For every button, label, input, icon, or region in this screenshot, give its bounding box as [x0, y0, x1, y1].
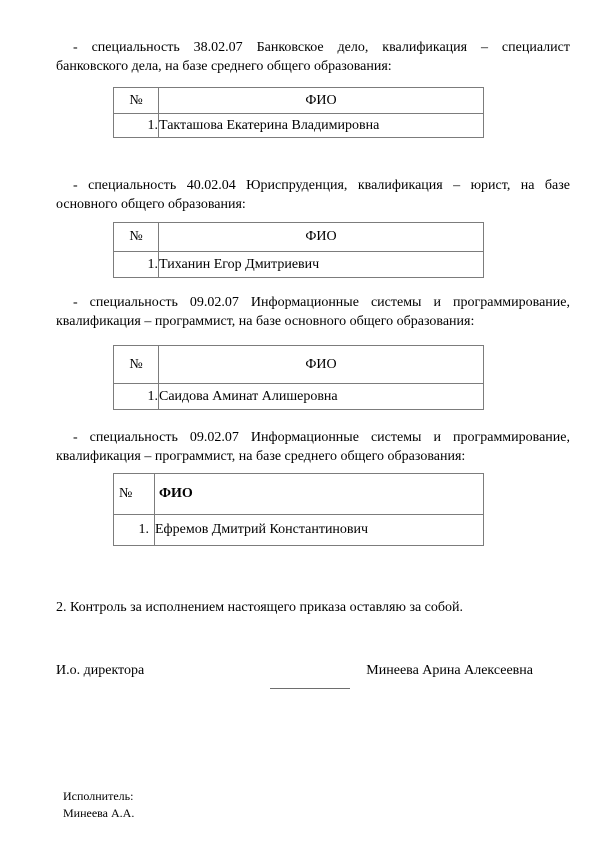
table-row: [114, 252, 484, 278]
roster-table-it-osnovnoe: [113, 345, 484, 410]
row-fio-cell: Ефремов Дмитрий Константинович: [155, 515, 484, 546]
column-header-num: №: [114, 223, 159, 252]
executor-block: [63, 788, 570, 822]
specialty-paragraph-it-srednee: [56, 428, 570, 466]
row-number-cell: 1.: [114, 515, 155, 546]
paragraph-line: основного общего образования:: [56, 197, 246, 212]
paragraph-line: квалификация – программист, на базе основного общего образования:: [56, 314, 475, 329]
row-fio-cell: Такташова Екатерина Владимировна: [159, 114, 484, 138]
paragraph-line: банковского дела, на базе среднего общего образования:: [56, 59, 392, 74]
executor-label: Исполнитель:: [63, 789, 134, 803]
row-number-cell: 1.: [114, 252, 159, 278]
signature-row: [56, 661, 570, 680]
table-header-row: [114, 474, 484, 515]
specialty-paragraph-it-osnovnoe: [56, 293, 570, 331]
table-row: [114, 515, 484, 546]
column-header-fio: ФИО: [159, 223, 484, 252]
paragraph-line: - специальность 40.02.04 Юриспруденция, квалификация – юрист, на базе: [73, 178, 570, 193]
row-number-cell: 1.: [114, 114, 159, 138]
paragraph-line: - специальность 38.02.07 Банковское дело, квалификация – специалист: [73, 40, 570, 55]
column-header-num: №: [114, 88, 159, 114]
specialty-paragraph-banking: [56, 38, 570, 76]
row-fio-cell: Тиханин Егор Дмитриевич: [159, 252, 484, 278]
table-row: [114, 384, 484, 410]
signer-position: И.о. директора: [56, 663, 145, 678]
signer-name: Минеева Арина Алексеевна: [366, 663, 533, 678]
signature-line: [270, 688, 350, 689]
table-row: [114, 114, 484, 138]
roster-table-banking: [113, 87, 484, 138]
row-number-cell: 1.: [114, 384, 159, 410]
column-header-fio: ФИО: [159, 346, 484, 384]
column-header-num: №: [114, 474, 155, 515]
table-header-row: [114, 223, 484, 252]
paragraph-line: квалификация – программист, на базе среднего общего образования:: [56, 449, 466, 464]
specialty-paragraph-law: [56, 176, 570, 214]
table-header-row: [114, 346, 484, 384]
paragraph-line: - специальность 09.02.07 Информационные системы и программирование,: [73, 430, 570, 445]
column-header-num: №: [114, 346, 159, 384]
row-fio-cell: Саидова Аминат Алишеровна: [159, 384, 484, 410]
table-header-row: [114, 88, 484, 114]
control-paragraph: 2. Контроль за исполнением настоящего приказа оставляю за собой.: [56, 600, 464, 615]
roster-table-law: [113, 222, 484, 278]
roster-table-it-srednee: [113, 473, 484, 546]
column-header-fio: ФИО: [159, 88, 484, 114]
paragraph-line: - специальность 09.02.07 Информационные системы и программирование,: [73, 295, 570, 310]
executor-name: Минеева А.А.: [63, 806, 135, 820]
column-header-fio: ФИО: [155, 474, 484, 515]
